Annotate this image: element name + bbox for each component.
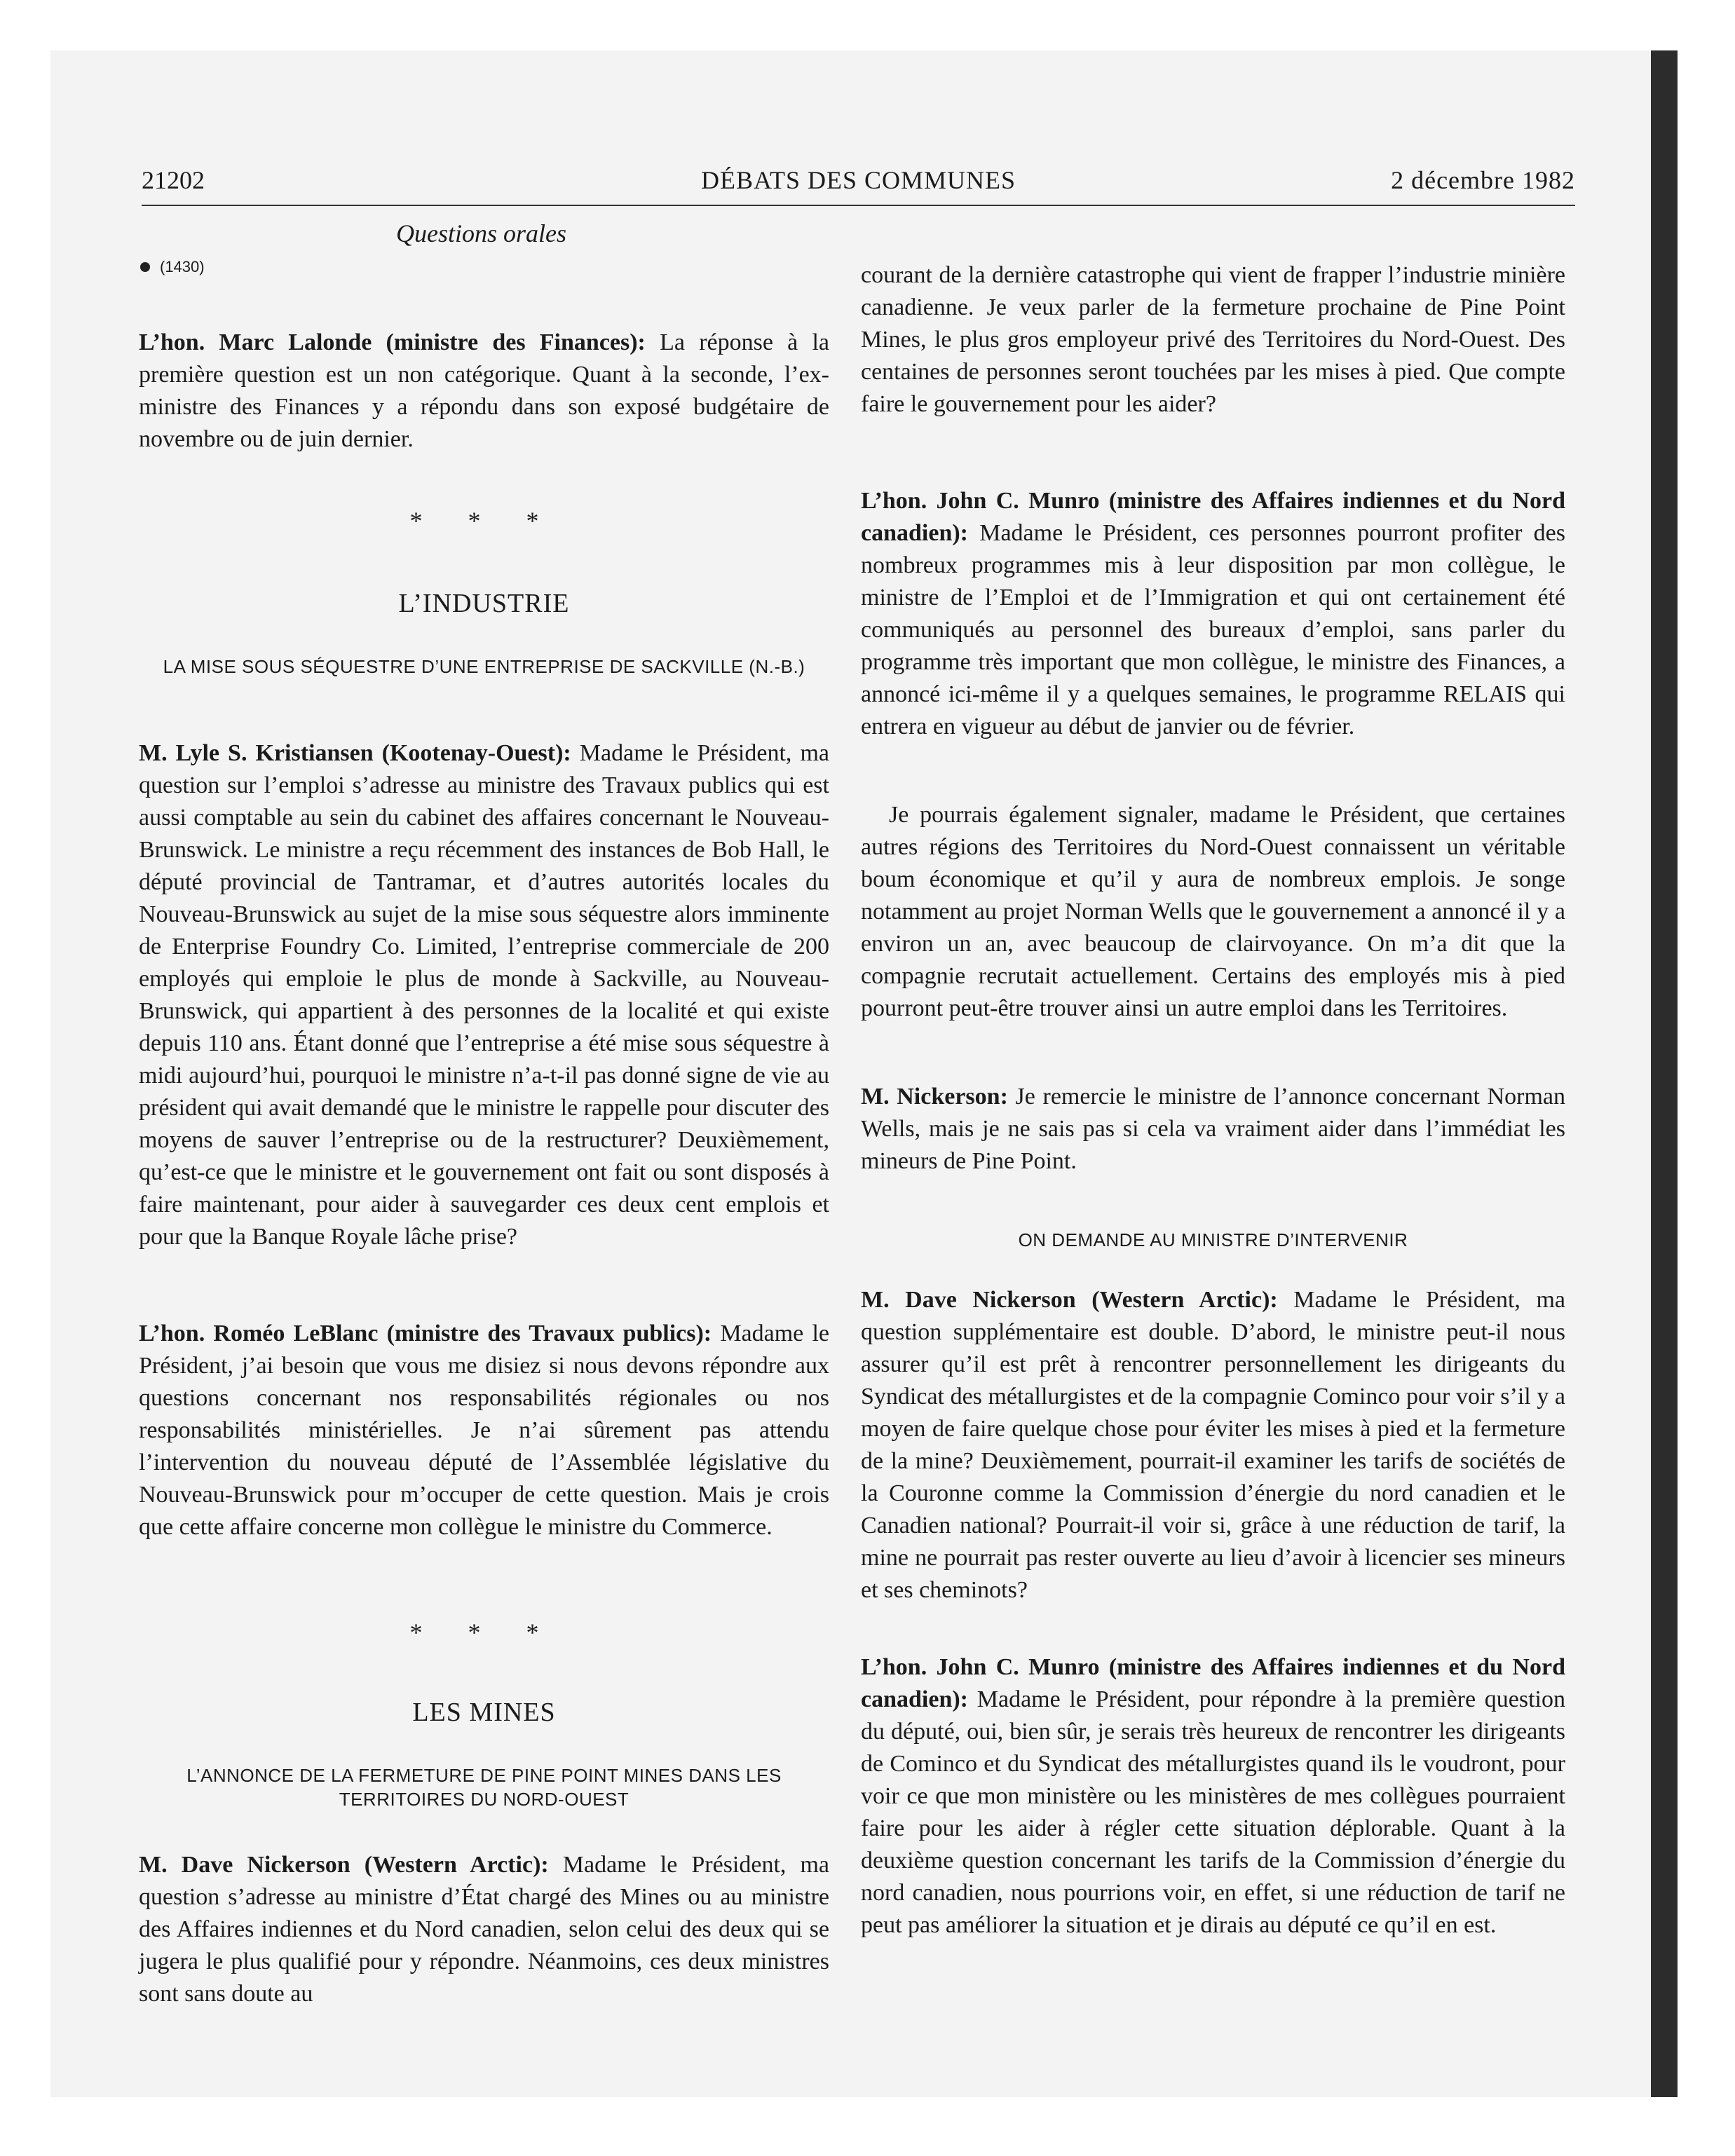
section-heading: L’INDUSTRIE — [398, 589, 570, 618]
paragraph-text: Madame le Président, ma question supplémentaire est double. D’abord, le ministre peut-il nous assurer qu’il est prêt à rencontrer personnellement les dirigeants du Syndicat des métallurgistes et de la compagnie Cominco pour voir s’il y a moyen de faire quelque chose pour éviter les mises à pied et la fermeture de la mine? Deuxièmement, pourrait-il examiner les tarifs de sociétés de la Couronne comme la Commission d’énergie du nord canadien et le Canadien national? Pourrait-il voir si, grâce à une réduction de tarif, la mine ne pourrait pas rester ouverte au lieu d’avoir à licencier ses mineurs et ses cheminots? — [861, 1287, 1565, 1603]
section-separator: * * * — [409, 1618, 559, 1646]
section-separator: * * * — [409, 507, 559, 535]
paragraph-lalonde — [139, 327, 829, 456]
paragraph-text: Madame le Président, ces personnes pourront profiter des nombreux programmes mis à leur disposition par mon collègue, le ministre de l’Emploi et de l’Immigration et qui ont certainement été communiqués au personnel des bureaux d’emploi, sans parler du programme très important que mon collègue, le ministre des Finances, a annoncé ici-même il y a quelques semaines, le programme RELAIS qui entrera en vigueur au début de janvier ou de février. — [861, 520, 1565, 739]
paragraph-munro-continued: Je pourrais également signaler, madame le Président, que certaines autres régions des Territoires du Nord-Ouest connaissent un véritable boum économique et qu’il y aura de nombreux emplois. Je songe notamment au projet Norman Wells que le gouvernement a annoncé il y a environ un an, avec beaucoup de clairvoyance. On m’a dit que la compagnie recrutait actuellement. Certains des employés mis à pied pourront peut-être trouver ainsi un autre emploi dans les Territoires. — [861, 802, 1565, 1021]
section-label: Questions orales — [396, 219, 566, 247]
section-subheading: L’ANNONCE DE LA FERMETURE DE PINE POINT MINES DANS LES TERRITOIRES DU NORD-OUEST — [186, 1765, 782, 1810]
speaker-name: L’hon. Roméo LeBlanc (ministre des Travaux publics): — [139, 1321, 712, 1346]
paragraph-munro-answer — [861, 1651, 1565, 1942]
speaker-name: M. Nickerson: — [861, 1084, 1008, 1110]
page-header — [142, 165, 1575, 206]
publication-title: DÉBATS DES COMMUNES — [700, 166, 1016, 194]
bullet-dot-icon — [140, 262, 150, 272]
speaker-name: L’hon. John C. Munro (ministre des Affaires indiennes et du Nord canadien): — [861, 1654, 1565, 1712]
section-subheading: ON DEMANDE AU MINISTRE D’INTERVENIR — [1018, 1229, 1408, 1250]
paragraph-nickerson-supplementary — [861, 1284, 1565, 1606]
paragraph-leblanc — [139, 1318, 829, 1543]
page-number: 21202 — [142, 166, 205, 194]
paragraph-text: Madame le Président, pour répondre à la première question du député, oui, bien sûr, je serais très heureux de rencontrer les dirigeants de Cominco et du Syndicat des métallurgistes quand ils le voudront, pour voir ce que mon ministère ou les ministères de mes collègues pourraient faire pour les aider à régler cette situation déplorable. Quant à la deuxième question concernant les tarifs de la Commission d’énergie du nord canadien, nous pourrions voir, en effet, si une réduction de tarif ne peut pas améliorer la situation et je dirais au député ce qu’il en est. — [861, 1686, 1565, 1938]
paragraph-text: Madame le Président, ma question sur l’emploi s’adresse au ministre des Travaux publics qui est aussi comptable au sein du cabinet des affaires concernant le Nouveau-Brunswick. Le ministre a reçu récemment des instances de Bob Hall, le député provincial de Tantramar, et d’autres autorités locales du Nouveau-Brunswick au sujet de la mise sous séquestre alors imminente de Enterprise Foundry Co. Limited, l’entreprise commerciale de 200 employés qui emploie le plus de monde à Sackville, au Nouveau-Brunswick, qui appartient à des personnes de la localité et qui existe depuis 110 ans. Étant donné que l’entreprise a été mise sous séquestre à midi aujourd’hui, pourquoi le ministre n’a-t-il pas donné signe de vie au président qui avait demandé que le ministre le rappelle pour discuter des moyens de sauver l’entreprise ou de la restructurer? Deuxièmement, qu’est-ce que le ministre et le gouvernement ont fait ou sont disposés à faire maintenant, pour aider à sauvegarder ces deux cent emplois et pour que la Banque Royale lâche prise? — [139, 740, 829, 1250]
paragraph-text: La réponse à la première question est un non catégorique. Quant à la seconde, l’ex-ministre des Finances y a répondu dans son exposé budgétaire de novembre ou de juin dernier. — [139, 329, 829, 452]
speaker-name: M. Lyle S. Kristiansen (Kootenay-Ouest): — [139, 740, 571, 766]
paragraph-text: Madame le Président, ma question s’adresse au ministre d’État chargé des Mines ou au ministre des Affaires indiennes et du Nord canadien, selon celui des deux qui se jugera le plus qualifié pour y répondre. Néanmoins, ces deux ministres sont sans doute au — [139, 1852, 829, 2007]
speaker-name: M. Dave Nickerson (Western Arctic): — [139, 1852, 549, 1878]
time-marker — [140, 258, 205, 276]
paragraph-continued: courant de la dernière catastrophe qui vient de frapper l’industrie minière canadienne. Je veux parler de la fermeture prochaine de Pine Point Mines, le plus gros employeur privé des Territoires du Nord-Ouest. Des centaines de personnes seront touchées par les mises à pied. Que compte faire le gouvernement pour les aider? — [861, 262, 1565, 417]
section-subheading: LA MISE SOUS SÉQUESTRE D’UNE ENTREPRISE DE SACKVILLE (N.-B.) — [163, 656, 805, 677]
paragraph-nickerson-reply — [861, 1081, 1565, 1178]
paragraph-text: Madame le Président, j’ai besoin que vous me disiez si nous devons répondre aux questions concernant nos responsabilités régionales ou nos responsabilités ministérielles. Je n’ai sûrement pas attendu l’intervention du nouveau député de l’Assemblée législative du Nouveau-Brunswick pour m’occuper de cette question. Mais je crois que cette affaire concerne mon collègue le ministre du Commerce. — [139, 1321, 829, 1540]
publication-date: 2 décembre 1982 — [1391, 166, 1575, 194]
speaker-name: L’hon. Marc Lalonde (ministre des Finances): — [139, 329, 646, 355]
scan-edge-shadow — [1651, 50, 1678, 2097]
paragraph-text: Je remercie le ministre de l’annonce concernant Norman Wells, mais je ne sais pas si cela va vraiment aider dans l’immédiat les mineurs de Pine Point. — [861, 1084, 1565, 1174]
speaker-name: M. Dave Nickerson (Western Arctic): — [861, 1287, 1278, 1313]
paragraph-nickerson — [139, 1849, 829, 2010]
time-marker-text: (1430) — [160, 258, 205, 275]
paragraph-kristiansen — [139, 737, 829, 1253]
speaker-name: L’hon. John C. Munro (ministre des Affaires indiennes et du Nord canadien): — [861, 488, 1565, 546]
section-heading: LES MINES — [412, 1698, 556, 1727]
paragraph-munro — [861, 485, 1565, 743]
